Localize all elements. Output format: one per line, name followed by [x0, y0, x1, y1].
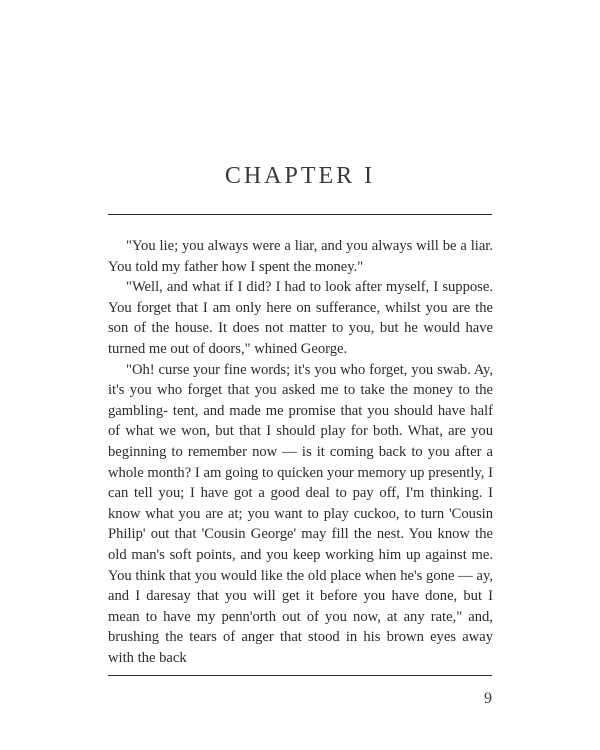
paragraph: "You lie; you always were a liar, and you always will be a liar. You told my father how I spent the money.": [108, 238, 493, 275]
page-number: 9: [484, 690, 492, 707]
top-rule: [108, 214, 492, 215]
chapter-heading: CHAPTER I: [224, 163, 376, 189]
paragraph: "Oh! curse your fine words; it's you who forget, you swab. Ay, it's you who forget that you asked me to take the money to the gambling- tent, and made me promise that you should have half of what we won, but that I should play for both. What, are you beginning to remember now — is it coming back to you after a whole month? I am going to quicken your memory up presently, I can tell you; I have got a good deal to pay off, I'm thinking. I know what you are at; you want to play cuckoo, to turn 'Cousin Philip' out that 'Cousin George' may fill the nest. You know the old man's soft points, and you keep working him up against me. You think that you would like the old place when he's gone — ay, and I daresay that you will get it before you have done, but I mean to have my penn'orth out of you now, at any rate," and, brushing the tears of anger that stood in his brown eyes away with the back: [108, 361, 493, 666]
chapter-body-text: [108, 236, 493, 668]
paragraph: "Well, and what if I did? I had to look after myself, I suppose. You forget that I am only here on sufferance, whilst you are the son of the house. It does not matter to you, but he would have turned me out of doors," whined George.: [108, 279, 493, 357]
bottom-rule: [108, 675, 492, 676]
